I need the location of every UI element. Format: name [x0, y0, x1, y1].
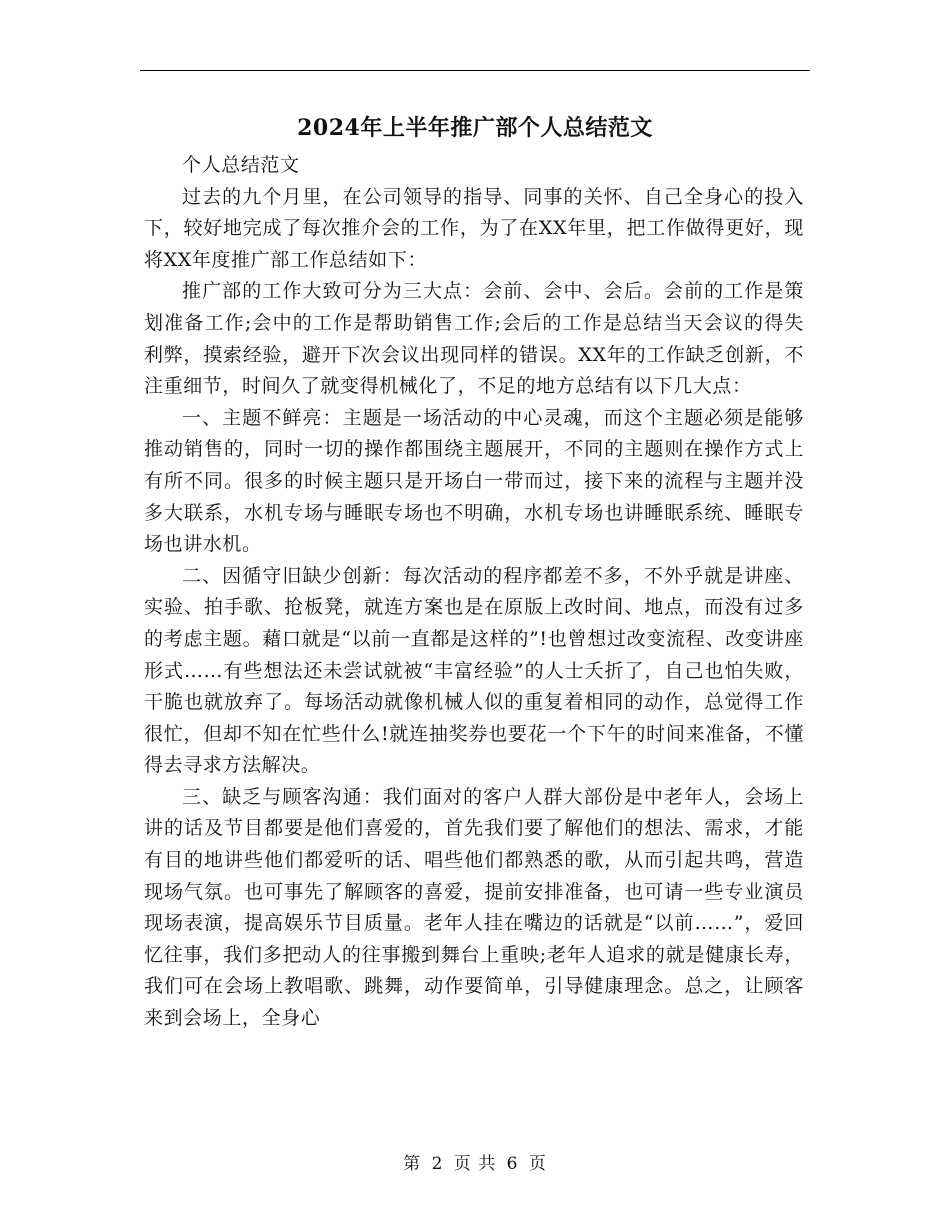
- footer-suffix: 页: [528, 1154, 547, 1174]
- paragraph-point-1: 一、主题不鲜亮：主题是一场活动的中心灵魂，而这个主题必须是能够推动销售的，同时一切的操作都围绕主题展开，不同的主题则在操作方式上有所不同。很多的时候主题只是开场白一带而过，接下来的流程与主题并没多大联系，水机专场与睡眠专场也不明确，水机专场也讲睡眠系统、睡眠专场也讲水机。: [144, 406, 804, 556]
- paragraph-point-3: 三、缺乏与顾客沟通：我们面对的客户人群大部份是中老年人，会场上讲的话及节目都要是他们喜爱的，首先我们要了解他们的想法、需求，才能有目的地讲些他们都爱听的话、唱些他们都熟悉的歌，从而引起共鸣，营造现场气氛。也可事先了解顾客的喜爱，提前安排准备，也可请一些专业演员现场表演，提高娱乐节目质量。老年人挂在嘴边的话就是“以前……”，爱回忆往事，我们多把动人的往事搬到舞台上重映;老年人追求的就是健康长寿，我们可在会场上教唱歌、跳舞，动作要简单，引导健康理念。总之，让顾客来到会场上，全身心: [144, 785, 804, 1030]
- paragraph-subtitle: 个人总结范文: [182, 154, 300, 176]
- footer-prefix: 第: [403, 1154, 422, 1174]
- footer-current-page: 2: [431, 1154, 444, 1174]
- paragraph-intro: 过去的九个月里，在公司领导的指导、同事的关怀、自己全身心的投入下，较好地完成了每次推介会的工作，为了在XX年里，把工作做得更好，现将XX年度推广部工作总结如下：: [144, 185, 804, 271]
- footer-middle: 页 共: [453, 1154, 497, 1174]
- page-footer: [140, 1152, 810, 1176]
- footer-total-pages: 6: [506, 1154, 519, 1174]
- paragraph-overview: 推广部的工作大致可分为三大点：会前、会中、会后。会前的工作是策划准备工作;会中的工作是帮助销售工作;会后的工作是总结当天会议的得失利弊，摸索经验，避开下次会议出现同样的错误。XX年的工作缺乏创新，不注重细节，时间久了就变得机械化了，不足的地方总结有以下几大点：: [144, 280, 804, 398]
- header-rule: [140, 70, 810, 71]
- document-body: [144, 150, 804, 1035]
- document-title: 2024年上半年推广部个人总结范文: [297, 115, 653, 141]
- paragraph-point-2: 二、因循守旧缺少创新：每次活动的程序都差不多，不外乎就是讲座、实验、拍手歌、抢板凳，就连方案也是在原版上改时间、地点，而没有过多的考虑主题。藉口就是“以前一直都是这样的”!也曾想过改变流程、改变讲座形式……有些想法还未尝试就被“丰富经验”的人士夭折了，自己也怕失败，干脆也就放弃了。每场活动就像机械人似的重复着相同的动作，总觉得工作很忙，但却不知在忙些什么!就连抽奖券也要花一个下午的时间来准备，不懂得去寻求方法解决。: [144, 564, 804, 777]
